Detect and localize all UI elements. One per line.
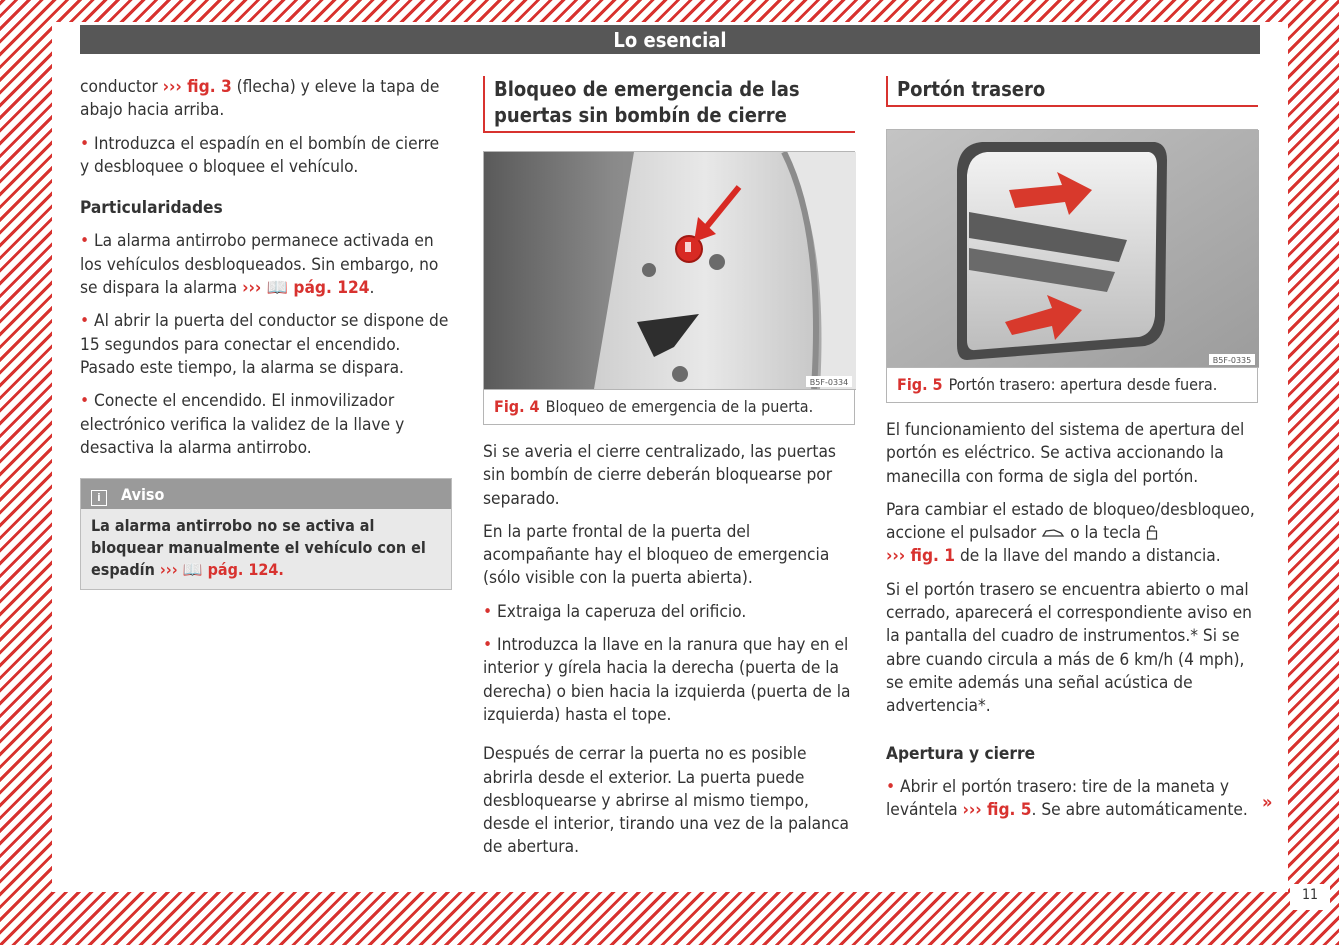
figure-4 (483, 151, 855, 425)
text: o la tecla (1065, 523, 1146, 544)
paragraph: En la parte frontal de la puerta del acompañante hay el bloqueo de emergencia (sólo visible con la puerta abierta). (483, 521, 830, 589)
bullet-icon: • (80, 391, 90, 412)
text: La alarma antirrobo permanece activada en los vehículos desbloqueados. Sin embargo, no se dispara la alarma (80, 231, 439, 299)
bullet-icon: • (80, 231, 90, 252)
aviso-body (81, 509, 451, 589)
list-item (483, 634, 855, 727)
text: Al abrir la puerta del conductor se dispone de 15 segundos para conectar el encendido. Pasado este tiempo, la alarma se dispara. (80, 311, 449, 378)
aviso-text: La alarma antirrobo no se activa al bloquear manualmente el vehículo con el espadín (91, 516, 426, 580)
page-number: 11 (1290, 884, 1330, 910)
tailgate-emblem-image (887, 130, 1259, 368)
text: de la llave del mando a distancia. (955, 546, 1221, 567)
list-item (483, 601, 855, 624)
fig-3-reference-link[interactable]: ››› fig. 3 (162, 77, 232, 97)
unlock-icon (1146, 525, 1158, 540)
paragraph: Si se averia el cierre centralizado, las puertas sin bombín de cierre deberán bloquearse por separado. (483, 442, 836, 509)
section-title: Bloqueo de emergencia de las puertas sin bombín de cierre (483, 76, 855, 133)
text: . (369, 278, 375, 299)
column-1 (80, 76, 452, 590)
column-2 (483, 76, 855, 870)
figure-label: Fig. 5 (897, 375, 943, 394)
bullet-icon: • (483, 601, 493, 622)
bullet-icon: • (80, 311, 90, 332)
paragraph: El funcionamiento del sistema de apertura del portón es eléctrico. Se activa accionando la manecilla con forma de sigla del portón. (886, 420, 1245, 487)
aviso-title: Aviso (121, 485, 165, 505)
aviso-notice-box (80, 478, 452, 590)
list-item (80, 230, 452, 300)
bullet-icon: • (483, 635, 493, 656)
section-heading: Apertura y cierre (886, 743, 1036, 764)
list-item (886, 776, 1258, 823)
continue-mark: » (1262, 792, 1273, 813)
text: (flecha) y eleve la tapa de abajo hacia arriba. (80, 77, 440, 121)
text: Conecte el encendido. El inmovilizador electrónico verifica la validez de la llave y desactiva la alarma antirrobo. (80, 391, 405, 458)
bullet-icon: • (886, 776, 896, 797)
header-title: Lo esencial (613, 28, 727, 52)
text: conductor (80, 77, 163, 97)
figure-caption (484, 390, 854, 424)
fig-1-reference-link[interactable]: ››› fig. 1 (886, 546, 956, 567)
caption-text: Portón trasero: apertura desde fuera. (948, 375, 1218, 394)
list-item (80, 133, 452, 180)
page-header (80, 25, 1260, 54)
car-trunk-icon (1041, 527, 1065, 539)
paragraph (80, 76, 452, 123)
aviso-header (81, 479, 451, 509)
text: Para cambiar el estado de bloqueo/desbloqueo, accione el pulsador (886, 499, 1255, 544)
section-heading: Particularidades (80, 198, 223, 219)
text: Introduzca el espadín en el bombín de cierre y desbloquee o bloquee el vehículo. (80, 133, 440, 177)
text: Abrir el portón trasero: tire de la maneta y levántela (886, 776, 1230, 821)
paragraph: Si el portón trasero se encuentra abierto o mal cerrado, aparecerá el correspondiente aviso en la pantalla del cuadro de instrumentos.* Si se abre cuando circula a más de 6 km/h (4 mph), se emite además una señal acústica de advertencia*. (886, 579, 1252, 717)
figure-code: B5F-0334 (809, 378, 849, 387)
info-icon: i (91, 490, 107, 506)
paragraph: Después de cerrar la puerta no es posible abrirla desde el exterior. La puerta puede desbloquearse y abrirse al mismo tiempo, desde el interior, tirando una vez de la palanca de abertura. (483, 744, 849, 858)
section-title: Portón trasero (886, 76, 1258, 107)
list-item (80, 310, 452, 380)
figure-5 (886, 129, 1258, 403)
page-124-reference-link[interactable]: ››› 📖 pág. 124. (159, 560, 284, 580)
page-124-reference-link[interactable]: ››› 📖 pág. 124 (242, 278, 370, 299)
list-item (80, 390, 452, 460)
figure-label: Fig. 4 (494, 397, 540, 416)
bullet-icon: • (80, 133, 90, 154)
caption-text: Bloqueo de emergencia de la puerta. (545, 397, 814, 416)
figure-caption (887, 368, 1257, 402)
text: Introduzca la llave en la ranura que hay en el interior y gírela hacia la derecha (puerta de la derecha) o bien hacia la izquierda (puerta de la izquierda) hasta el tope. (483, 635, 851, 725)
fig-5-reference-link[interactable]: ››› fig. 5 (962, 800, 1032, 821)
text: . Se abre automáticamente. (1031, 800, 1248, 821)
figure-code: B5F-0335 (1212, 356, 1252, 365)
text: Extraiga la caperuza del orificio. (492, 601, 747, 622)
door-emergency-lock-image (484, 152, 856, 390)
paragraph (886, 499, 1258, 569)
column-3 (886, 76, 1258, 832)
